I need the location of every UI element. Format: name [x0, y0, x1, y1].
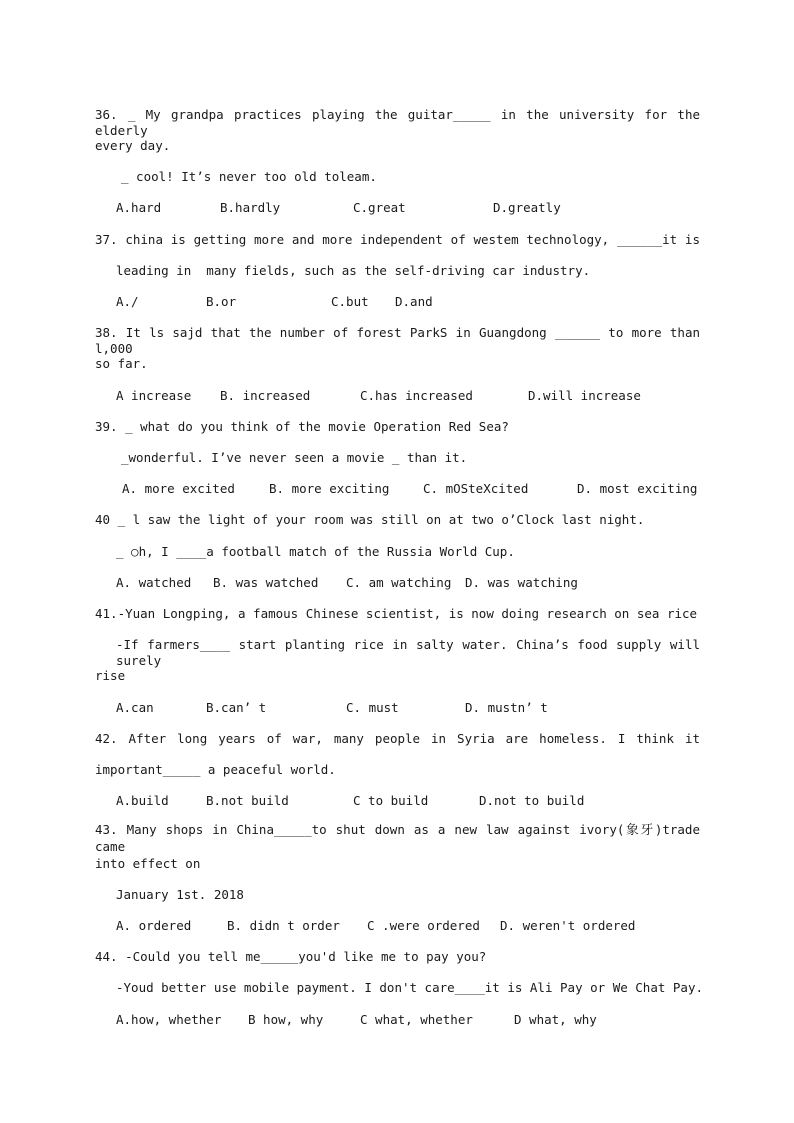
q44-option-c[interactable]: C what, whether — [360, 1012, 473, 1027]
q37-options — [0, 294, 794, 310]
q40-option-c[interactable]: C. am watching — [346, 575, 452, 590]
q43-option-b[interactable]: B. didn t order — [227, 918, 340, 933]
q37-option-d[interactable]: D.and — [395, 294, 433, 309]
q37-line-1: 37. china is getting more and more independent of westem technology, ______it is — [95, 232, 700, 247]
q36-option-a[interactable]: A.hard — [116, 200, 162, 215]
q38-line-2: so far. — [95, 356, 148, 371]
q44-line-1: 44. -Could you tell me_____you'd like me to pay you? — [95, 949, 487, 964]
q42-line-1: 42. After long years of war, many people in Syria are homeless. I think it — [95, 731, 700, 746]
q43-option-c[interactable]: C .were ordered — [367, 918, 480, 933]
q41-line-1: 41.-Yuan Longping, a famous Chinese scientist, is now doing research on sea rice — [95, 606, 698, 621]
q37-line-2: leading in many fields, such as the self-driving car industry. — [116, 263, 591, 278]
q42-option-b[interactable]: B.not build — [206, 793, 289, 808]
q41-line-3: rise — [95, 668, 126, 683]
q36-option-b[interactable]: B.hardly — [220, 200, 281, 215]
q44-line-2: -Youd better use mobile payment. I don't care____it is Ali Pay or We Chat Pay. — [116, 980, 703, 995]
q43-line-1 — [95, 822, 700, 855]
q40-line-2: _ ○h, I ____a football match of the Russia World Cup. — [116, 544, 515, 559]
q39-option-c[interactable]: C. mOSteXcited — [423, 481, 529, 496]
q39-option-a[interactable]: A. more excited — [122, 481, 235, 496]
q36-option-c[interactable]: C.great — [353, 200, 406, 215]
q38-option-c[interactable]: C.has increased — [360, 388, 473, 403]
q37-option-c[interactable]: C.but — [331, 294, 369, 309]
q43-option-a[interactable]: A. ordered — [116, 918, 192, 933]
q44-options — [0, 1012, 794, 1028]
q44-option-b[interactable]: B how, why — [248, 1012, 324, 1027]
q42-option-a[interactable]: A.build — [116, 793, 169, 808]
q43-line-1-text: 43. Many shops in China_____to shut down as a new law against ivory( — [95, 822, 625, 837]
q41-line-2: -If farmers____ start planting rice in salty water. China’s food supply will surely — [116, 637, 700, 668]
q39-line-2: _wonderful. I’ve never seen a movie _ than it. — [121, 450, 468, 465]
q39-option-b[interactable]: B. more exciting — [269, 481, 390, 496]
q44-option-d[interactable]: D what, why — [514, 1012, 597, 1027]
q44-option-a[interactable]: A.how, whether — [116, 1012, 222, 1027]
q43-options — [0, 918, 794, 934]
q41-option-c[interactable]: C. must — [346, 700, 399, 715]
q40-option-a[interactable]: A. watched — [116, 575, 192, 590]
q40-line-1: 40 _ l saw the light of your room was still on at two o’Clock last night. — [95, 512, 645, 527]
q38-option-b[interactable]: B. increased — [220, 388, 311, 403]
q42-option-c[interactable]: C to build — [353, 793, 429, 808]
q36-line-2: every day. — [95, 138, 171, 153]
q42-option-d[interactable]: D.not to build — [479, 793, 585, 808]
q43-option-d[interactable]: D. weren't ordered — [500, 918, 636, 933]
q43-chinese-gloss: 象牙 — [624, 823, 655, 838]
q38-line-1: 38. It ls sajd that the number of forest ParkS in Guangdong ______ to more than l,000 — [95, 325, 700, 356]
q36-option-d[interactable]: D.greatly — [493, 200, 561, 215]
q39-option-d[interactable]: D. most exciting — [577, 481, 698, 496]
q38-options — [0, 388, 794, 404]
q38-option-a[interactable]: A increase — [116, 388, 192, 403]
q37-option-b[interactable]: B.or — [206, 294, 237, 309]
q40-option-d[interactable]: D. was watching — [465, 575, 578, 590]
q40-option-b[interactable]: B. was watched — [213, 575, 319, 590]
q36-line-1: 36. _ My grandpa practices playing the guitar_____ in the university for the elderly — [95, 107, 700, 138]
q39-line-1: 39. _ what do you think of the movie Operation Red Sea? — [95, 419, 509, 434]
q40-options — [0, 575, 794, 591]
q36-options — [0, 200, 794, 216]
q37-option-a[interactable]: A./ — [116, 294, 139, 309]
q36-line-3: _ cool! It’s never too old toleam. — [121, 169, 377, 184]
q41-option-a[interactable]: A.can — [116, 700, 154, 715]
q42-line-2: important_____ a peaceful world. — [95, 762, 336, 777]
q43-line-2: into effect on — [95, 856, 201, 871]
q43-line-1-tail: )trade came — [95, 822, 700, 854]
q39-options — [0, 481, 794, 497]
q41-option-d[interactable]: D. mustn’ t — [465, 700, 548, 715]
q38-option-d[interactable]: D.will increase — [528, 388, 641, 403]
q42-options — [0, 793, 794, 809]
q43-line-3: January 1st. 2018 — [116, 887, 244, 902]
q41-option-b[interactable]: B.can’ t — [206, 700, 267, 715]
q41-options — [0, 700, 794, 716]
